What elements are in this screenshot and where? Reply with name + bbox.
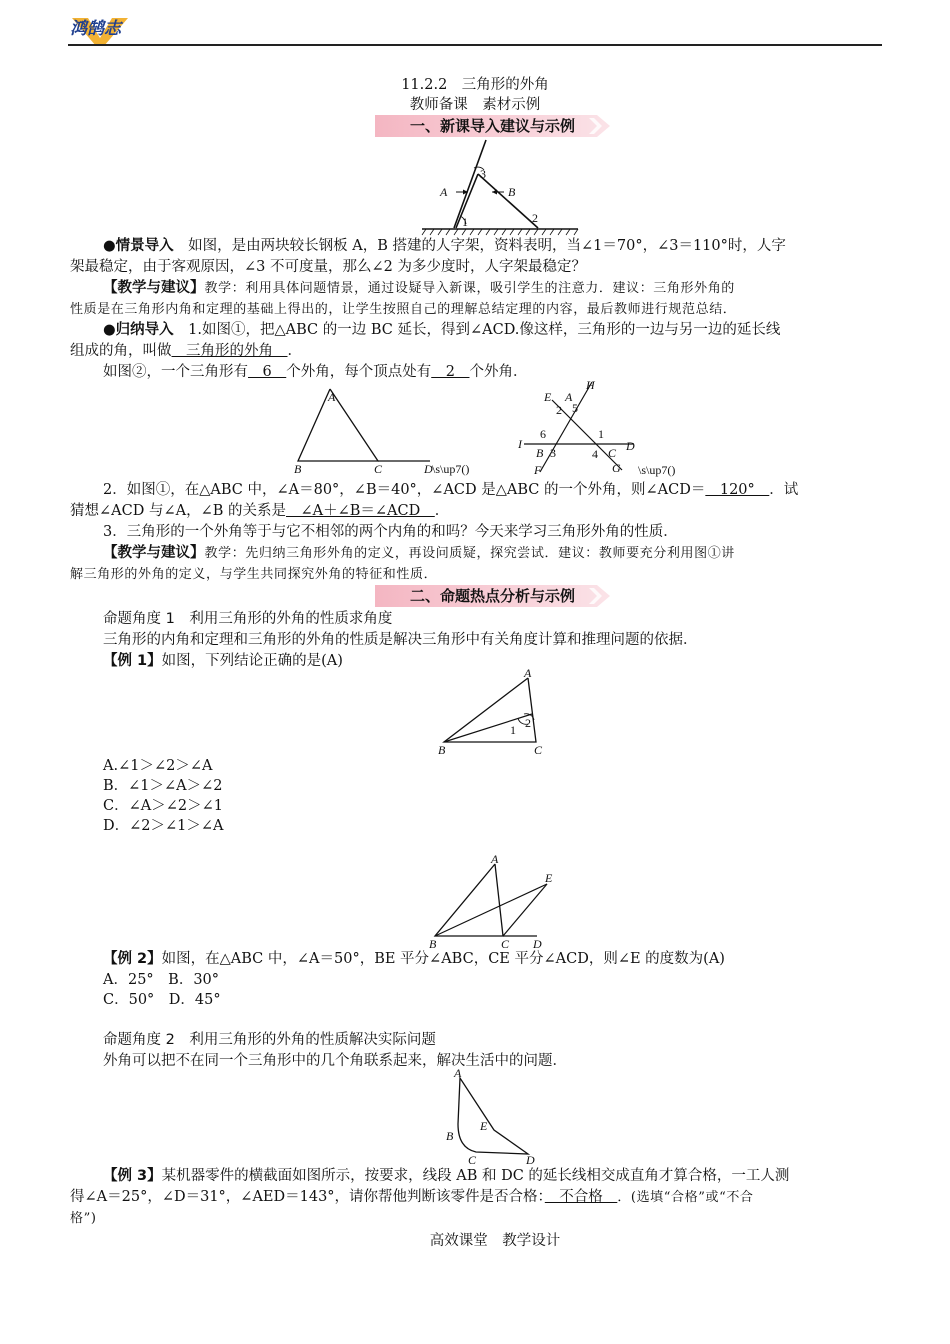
triangle-abc-ex2 (435, 864, 503, 936)
example3-figure (440, 1064, 550, 1166)
example2-figure (425, 850, 565, 952)
blank-unqualified: 不合格 (544, 1189, 618, 1205)
angle2-heading: 命题角度 2 利用三角形的外角的性质解决实际问题 (103, 1032, 436, 1048)
fig2-caption: \s\up7() (638, 463, 676, 477)
header-rule (68, 44, 882, 46)
blank-relation: ∠A＋∠B＝∠ACD (285, 503, 435, 519)
fig2-label-1: 1 (598, 427, 604, 441)
q2-line-2 (70, 501, 850, 522)
teaching2-line-2: 解三角形的外角的定义，与学生共同探究外角的特征和性质． (70, 567, 438, 582)
banner-one-text: 一、新课导入建议与示例 (409, 117, 575, 135)
ex1-label-1: 1 (510, 723, 516, 737)
ex3-label-c: C (468, 1153, 477, 1166)
bisector-be (435, 884, 547, 936)
ex2-label-d: D (533, 937, 542, 951)
banner-two-text: 二、命题热点分析与示例 (409, 587, 575, 605)
teaching2-text-1: 教学：先归纳三角形外角的定义，再设问质疑，探究尝试．建议：教师要充分利用图①讲 (204, 546, 735, 561)
label-3: 3 (480, 167, 486, 181)
ex1-label-b: B (438, 743, 446, 757)
fig1-label-b: B (294, 462, 302, 476)
induction-lead: ●归纳导入 (103, 322, 174, 338)
option-d: D．∠2＞∠1＞∠A (103, 818, 224, 834)
figure-2 (510, 376, 710, 480)
triangle-abc-ex1 (444, 678, 536, 742)
q2-text-d: ． (434, 503, 450, 519)
teaching-line-1 (103, 278, 883, 299)
blank-six: 6 (248, 364, 287, 380)
teaching-line-2: 性质是在三角形内角和定理的基础上得出的，让学生按照自己的理解总结定理的内容，最后教师进行规范总结． (70, 302, 737, 317)
fig1-label-a: A (328, 390, 336, 404)
footer: 高效课堂 教学设计 (429, 1233, 561, 1249)
fig2-label-c: C (608, 446, 617, 460)
triangle-abc (298, 389, 378, 461)
example3-line-1 (103, 1166, 883, 1187)
fig2-label-5: 5 (572, 401, 578, 415)
angle1-desc: 三角形的内角和定理和三角形的外角的性质是解决三角形中有关角度计算和推理问题的依据． (103, 632, 698, 648)
fig2-label-d: D (626, 439, 635, 453)
example3-label: 【例 3】 (103, 1168, 162, 1184)
induction-line-2 (70, 341, 850, 362)
angle2-desc: 外角可以把不在同一个三角形中的几个角联系起来，解决生活中的问题． (103, 1053, 567, 1069)
logo-text: 鸿鹄志 (70, 19, 121, 39)
label-2: 2 (532, 211, 538, 225)
q2-line-1 (103, 480, 883, 501)
ex1-label-2: 2 (525, 716, 531, 730)
ladder-figure (420, 136, 580, 236)
segment-bd (444, 714, 532, 742)
arrowhead-b (492, 190, 497, 195)
blank-120: 120° (705, 482, 770, 498)
fig2-label-b: B (536, 446, 544, 460)
q3-line: 3．三角形的一个外角等于与它不相邻的两个内角的和吗？今天来学习三角形外角的性质． (103, 524, 678, 540)
count-text-a: 如图②，一个三角形有 (103, 364, 248, 380)
angle1-heading: 命题角度 1 利用三角形的外角的性质求角度 (103, 611, 393, 627)
option-c: C．∠A＞∠2＞∠1 (103, 798, 223, 814)
example2-text: 如图，在△ABC 中，∠A＝50°，BE 平分∠ABC，CE 平分∠ACD，则∠E 的度数为(A) (161, 951, 725, 967)
option-b: B．∠1＞∠A＞∠2 (103, 778, 223, 794)
plate-a (454, 140, 486, 228)
fig2-label-a: A (565, 390, 573, 404)
ex2-label-b: B (429, 937, 437, 951)
ex3-label-a: A (454, 1066, 462, 1080)
example2-options-1: A．25° B．30° (103, 972, 220, 988)
example3-text-2: 得∠A＝25°，∠D＝31°，∠AED＝143°，请你帮他判断该零件是否合格： (70, 1189, 545, 1205)
option-a: A.∠1＞∠2＞∠A (103, 758, 213, 774)
banner-one (375, 115, 610, 137)
ground-hatching (422, 229, 578, 235)
count-text-c: 个外角． (469, 364, 528, 380)
example1-label: 【例 1】 (103, 653, 162, 669)
fig2-label-2: 2 (556, 403, 562, 417)
induction-end: ． (287, 343, 302, 359)
q2-text-b: ．试 (769, 482, 799, 498)
q2-text-c: 猜想∠ACD 与∠A，∠B 的关系是 (70, 503, 286, 519)
subtitle: 教师备课 素材示例 (409, 97, 541, 113)
teaching-lead-1: 【教学与建议】 (103, 280, 205, 296)
scenario-line-1 (103, 236, 883, 257)
label-a: A (440, 185, 448, 199)
fig2-label-6: 6 (540, 427, 546, 441)
q2-text-a: 2．如图①，在△ABC 中，∠A＝80°，∠B＝40°，∠ACD 是△ABC 的一个外角，则∠ACD＝ (103, 482, 706, 498)
ex2-label-e: E (545, 871, 553, 885)
induction-text-1: 1.如图①，把△ABC 的一边 BC 延长，得到∠ACD.像这样，三角形的一边与另一边的延长线 (173, 322, 781, 338)
ex3-label-d: D (526, 1153, 535, 1166)
plate-b (478, 174, 538, 228)
blank-two: 2 (431, 364, 470, 380)
label-1: 1 (462, 215, 468, 229)
induction-text-2: 组成的角，叫做 (70, 343, 172, 359)
bisector-ce (503, 884, 547, 936)
example2-line (103, 949, 883, 970)
fig1-label-c: C (374, 462, 383, 476)
example3-text-3: ．(选填“合格”或“不合 (617, 1190, 754, 1205)
scenario-text-1: 如图，是由两块较长钢板 A，B 搭建的人字架，资料表明，当∠1＝70°，∠3＝110°时，人字 (173, 238, 786, 254)
teaching-lead-2: 【教学与建议】 (103, 545, 205, 561)
example2-options-2: C．50° D．45° (103, 992, 221, 1008)
example1-text: 如图，下列结论正确的是(A) (161, 653, 343, 669)
example3-line-3: 格”) (70, 1211, 97, 1226)
example1-figure (432, 664, 558, 758)
part-cross-section (458, 1078, 528, 1154)
ex2-label-a: A (491, 852, 499, 866)
section-title: 11.2.2 三角形的外角 (401, 77, 549, 93)
blank-exterior-angle: 三角形的外角 (171, 343, 288, 359)
fig2-label-g: G (612, 461, 621, 475)
fig2-label-3: 3 (550, 446, 556, 460)
fig2-label-4: 4 (592, 447, 598, 461)
ex1-label-c: C (534, 743, 543, 757)
ex1-label-a: A (524, 666, 532, 680)
logo (70, 12, 150, 46)
ex2-label-c: C (501, 937, 510, 951)
teaching-text-1: 教学：利用具体问题情景，通过设疑导入新课，吸引学生的注意力．建议：三角形外角的 (204, 281, 735, 296)
fig2-label-f: F (534, 463, 542, 477)
fig1-caption: \s\up7() (432, 462, 470, 476)
example3-line-2 (70, 1187, 850, 1208)
fig2-label-h: H (586, 378, 595, 392)
fig1-label-d: D (424, 462, 433, 476)
ex3-label-e: E (480, 1119, 488, 1133)
label-b: B (508, 185, 516, 199)
induction-line-1 (103, 320, 883, 341)
banner-two (375, 585, 610, 607)
fig2-label-i: I (518, 437, 522, 451)
figure-1 (290, 385, 500, 479)
count-text-b: 个外角，每个顶点处有 (286, 364, 432, 380)
teaching2-line-1 (103, 543, 883, 564)
example3-text-1: 某机器零件的横截面如图所示，按要求，线段 AB 和 DC 的延长线相交成直角才算合格，一工人测 (161, 1168, 790, 1184)
logo-mark (70, 12, 150, 46)
example2-label: 【例 2】 (103, 951, 162, 967)
ex3-label-b: B (446, 1129, 454, 1143)
count-line (103, 362, 883, 383)
scenario-lead: ●情景导入 (103, 238, 174, 254)
scenario-line-2: 架最稳定，由于客观原因，∠3 不可度量，那么∠2 为多少度时，人字架最稳定？ (70, 259, 586, 275)
fig2-label-e: E (544, 390, 552, 404)
